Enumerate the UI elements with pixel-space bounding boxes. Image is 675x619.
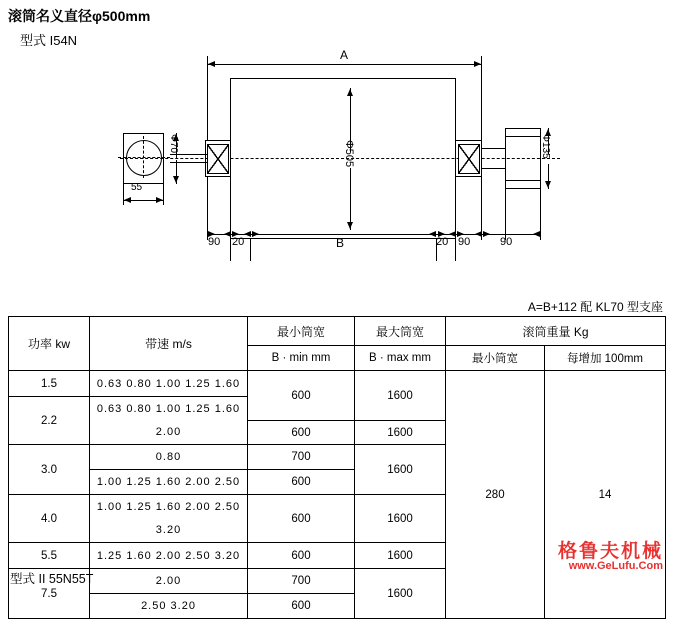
dim-ext-3 (250, 239, 251, 261)
dimB-label: B (336, 236, 345, 250)
technical-drawing (0, 48, 675, 293)
th-weight-add: 每增加 100mm (545, 346, 666, 371)
cell-power: 2.2 (9, 397, 90, 445)
dimA-label: A (340, 48, 349, 62)
dim-ext-7 (505, 188, 506, 240)
cell-weight-min: 280 (446, 371, 545, 619)
cell-power: 4.0 (9, 495, 90, 543)
cell-speed: 2.50 3.20 (90, 594, 248, 619)
right-shaft-bottom (481, 168, 505, 169)
cell-max-width: 1600 (355, 371, 446, 421)
dim55-arrow-left (124, 197, 131, 203)
dimA-ext-right (481, 56, 482, 140)
dimB-arrow-l (429, 231, 436, 237)
watermark-brand: 格鲁夫机械 (557, 540, 663, 562)
left-bearing-hatch (207, 144, 229, 174)
cell-min-width: 600 (248, 543, 355, 569)
dim20R-arrow-l (449, 231, 456, 237)
right-bearing-hatch (458, 144, 480, 174)
dim55-label: 55 (131, 182, 143, 193)
phi70-arrow-down (173, 176, 179, 183)
cell-max-width: 1600 (355, 543, 446, 569)
left-end-top (123, 133, 163, 134)
cell-min-width: 600 (248, 594, 355, 619)
dim20L-arrow-l (244, 231, 251, 237)
right-hub-bottom (456, 176, 481, 177)
th-min-width-sub: B · min mm (248, 346, 355, 371)
cell-speed: 1.25 1.60 2.00 2.50 3.20 (90, 543, 248, 569)
cell-min-width: 600 (248, 421, 355, 445)
phi505-arrow-up (347, 89, 353, 96)
th-power: 功率 kw (9, 317, 90, 371)
cell-max-width: 1600 (355, 445, 446, 495)
dimA-line (207, 64, 482, 65)
cell-min-width: 700 (248, 445, 355, 470)
dimA-ext-left (207, 56, 208, 140)
dim-ext-2 (230, 239, 231, 261)
left-hub-top (205, 140, 230, 141)
th-max-width-sub: B · max mm (355, 346, 446, 371)
phi505-arrow-down (347, 222, 353, 229)
dim90R-arrow-r (483, 231, 490, 237)
watermark-url: www.GeLufu.Com (568, 560, 663, 572)
dim55-arrow-right (156, 197, 163, 203)
phi505-label: Φ505 (343, 140, 355, 168)
cell-speed: 0.80 (90, 445, 248, 470)
page-title: 滚筒名义直径φ500mm (8, 8, 151, 24)
cell-power: 1.5 (9, 371, 90, 397)
left-hub-bottom (205, 176, 230, 177)
cell-max-width: 1600 (355, 495, 446, 543)
right-block-left (505, 128, 506, 188)
cell-min-width: 600 (248, 371, 355, 421)
table-row (9, 371, 666, 397)
dim90L-arrow-l (224, 231, 231, 237)
th-max-width: 最大筒宽 (355, 317, 446, 346)
right-block-top (505, 128, 541, 129)
cell-max-width: 1600 (355, 569, 446, 619)
cell-min-width: 700 (248, 569, 355, 594)
left-circle-vert-centerline (143, 136, 145, 178)
dim55-ext-right (163, 183, 164, 205)
cell-speed: 2.00 (90, 569, 248, 594)
footer-label: 型式 II 55N55T (10, 572, 94, 586)
phi135-arrow-down (545, 181, 551, 188)
dim20-right-label: 20 (436, 236, 449, 248)
right-shaft-top (481, 148, 505, 149)
left-end-bottom (123, 183, 163, 184)
table-header-row (9, 317, 666, 346)
th-min-width: 最小筒宽 (248, 317, 355, 346)
cell-speed: 0.63 0.80 1.00 1.25 1.60 (90, 397, 248, 421)
cell-power: 3.0 (9, 445, 90, 495)
right-hub-top (456, 140, 481, 141)
cell-speed: 1.00 1.25 1.60 2.00 2.50 (90, 470, 248, 495)
th-speed: 带速 m/s (90, 317, 248, 371)
cell-power: 5.5 (9, 543, 90, 569)
cell-speed: 2.00 (90, 421, 248, 445)
dim90-left-label: 90 (208, 236, 221, 248)
dim90M-arrow-l (475, 231, 482, 237)
spec-table (8, 316, 666, 619)
left-end-right (163, 133, 164, 183)
dimB-arrow-r (252, 231, 259, 237)
th-weight: 滚筒重量 Kg (446, 317, 666, 346)
right-block-inner-top (505, 136, 541, 137)
cell-power: 7.5 (9, 569, 90, 619)
right-block-inner-bottom (505, 180, 541, 181)
phi135-label: Φ135 (540, 134, 551, 159)
drum-top-edge (230, 78, 456, 79)
cell-speed: 0.63 0.80 1.00 1.25 1.60 (90, 371, 248, 397)
right-block-bottom (505, 188, 541, 189)
left-hub-outer (205, 140, 206, 176)
dim90-right-label: 90 (500, 236, 513, 248)
dim90R-arrow-l (533, 231, 540, 237)
cell-speed: 3.20 (90, 519, 248, 543)
phi70-label: Φ70 (168, 134, 179, 154)
dim-ext-8 (540, 188, 541, 240)
centerline (120, 158, 560, 159)
th-weight-min: 最小筒宽 (446, 346, 545, 371)
cell-min-width: 600 (248, 495, 355, 543)
left-end-left (123, 133, 124, 183)
right-hub-outer (481, 140, 482, 176)
dim20-left-label: 20 (232, 236, 245, 248)
page-subtitle: 型式 I54N (20, 33, 78, 48)
cell-max-width: 1600 (355, 421, 446, 445)
dim-ext-5 (455, 239, 456, 261)
cell-speed: 1.00 1.25 1.60 2.00 2.50 (90, 495, 248, 519)
phi505-line-bottom (350, 168, 351, 230)
dimA-arrow-left (208, 61, 215, 67)
drawing-note: A=B+112 配 KL70 型支座 (527, 300, 663, 314)
dimA-arrow-right (474, 61, 481, 67)
cell-weight-add: 14 (545, 371, 666, 619)
cell-min-width: 600 (248, 470, 355, 495)
dim90-mid-label: 90 (458, 236, 471, 248)
